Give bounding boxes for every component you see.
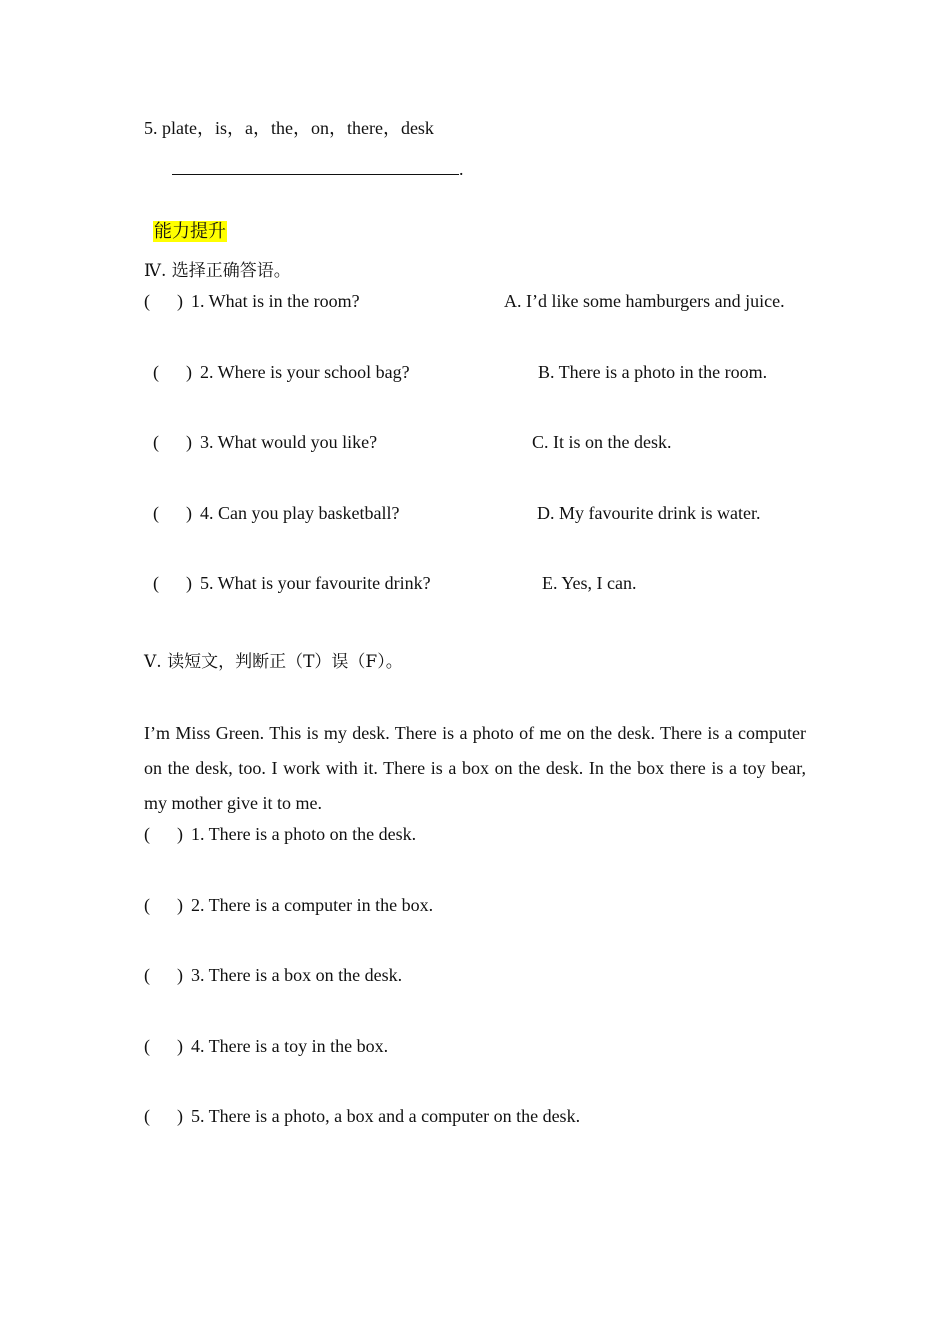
matching-question-1-text: 1. What is in the room? [191,291,360,311]
ability-highlight: 能力提升 [154,221,226,242]
matching-question-5-text: 5. What is your favourite drink? [200,573,431,593]
matching-option-a: A. I’d like some hamburgers and juice. [504,291,785,311]
matching-question-1-bracket[interactable]: ( ) [144,291,183,311]
matching-question-3-bracket[interactable]: ( ) [153,432,192,452]
matching-option-e: E. Yes, I can. [542,573,637,593]
answer-blank-row [172,158,464,180]
true-false-5-bracket[interactable]: ( ) [144,1106,183,1126]
true-false-4-bracket[interactable]: ( ) [144,1036,183,1056]
matching-question-2-bracket[interactable]: ( ) [153,362,192,382]
true-false-1-bracket[interactable]: ( ) [144,824,183,844]
matching-option-d: D. My favourite drink is water. [537,503,761,523]
section-5-heading: Ⅴ. 读短文，判断正（T）误（F）。 [144,652,403,672]
matching-question-5-bracket[interactable]: ( ) [153,573,192,593]
section-4-heading: Ⅳ. 选择正确答语。 [144,261,291,281]
ability-section-label [144,198,227,243]
sentence-order-question-5: 5. plate，is，a，the，on，there，desk [144,118,434,138]
true-false-2-text: 2. There is a computer in the box. [191,895,434,915]
reading-passage: I’m Miss Green. This is my desk. There is a photo of me on the desk. There is a computer on the desk, too. I work with it. There is a box on the desk. In the box there is a toy bear, my mother give it to me. [144,723,806,813]
matching-question-4-bracket[interactable]: ( ) [153,503,192,523]
matching-question-3-text: 3. What would you like? [200,432,378,452]
matching-option-c: C. It is on the desk. [532,432,672,452]
matching-question-2-text: 2. Where is your school bag? [200,362,410,382]
answer-blank-period: . [459,159,464,179]
matching-option-b: B. There is a photo in the room. [538,362,768,382]
true-false-1-text: 1. There is a photo on the desk. [191,824,417,844]
matching-question-4-text: 4. Can you play basketball? [200,503,400,523]
true-false-2-bracket[interactable]: ( ) [144,895,183,915]
true-false-3-text: 3. There is a box on the desk. [191,965,403,985]
answer-blank-line[interactable] [172,158,459,175]
true-false-4-text: 4. There is a toy in the box. [191,1036,389,1056]
true-false-5-text: 5. There is a photo, a box and a computer on the desk. [191,1106,581,1126]
true-false-3-bracket[interactable]: ( ) [144,965,183,985]
